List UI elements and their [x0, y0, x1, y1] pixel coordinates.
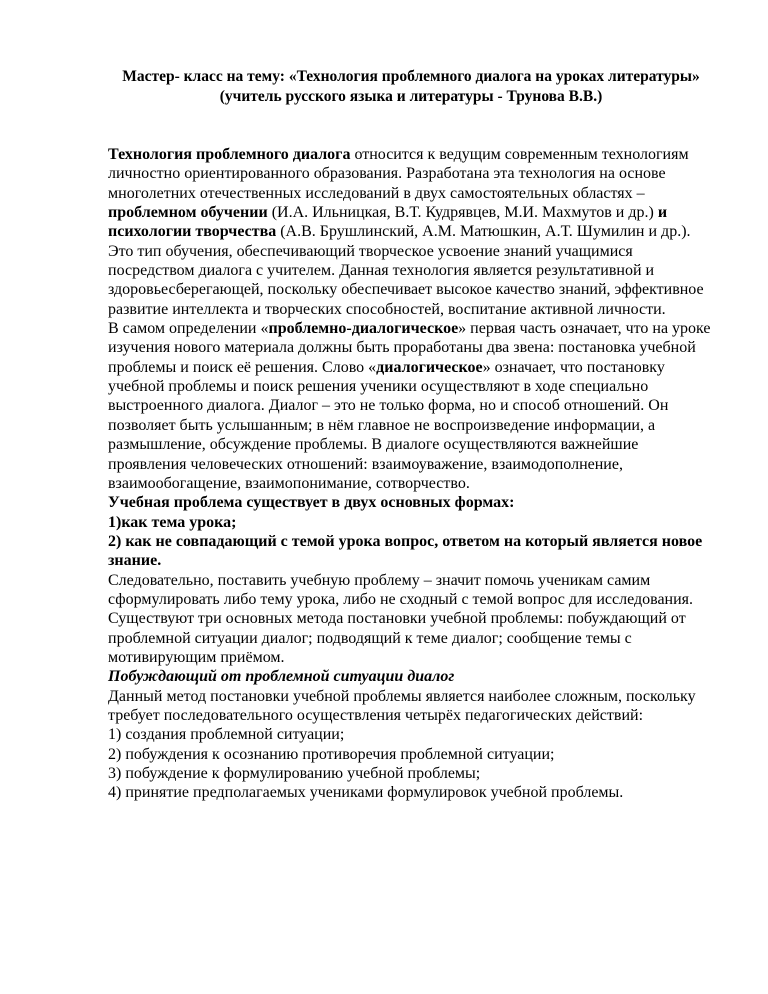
title-line-1: Мастер- класс на тему: «Технология проблемного диалога на уроках литературы» — [122, 68, 700, 85]
title-line-2: (учитель русского языка и литературы - Трунова В.В.) — [219, 88, 603, 105]
document-title — [108, 67, 714, 107]
text-run: » означает, что постановку учебной проблемы и поиск решения ученики осуществляют в ходе специально выстроенного диалога. Диалог – это не только форма, но и способ отношений. Он позволяет быть услышанным; в нём главное не воспроизведение информации, а размышление, обсуждение проблемы. В диалоге осуществляются важнейшие проявления человеческих отношений: взаимоуважение, взаимодополнение, взаимообогащение, взаимопонимание, сотворчество. — [108, 358, 669, 492]
term-problem-learning: проблемном обучении — [108, 204, 268, 222]
paragraph-definition — [108, 319, 720, 493]
list-item-form-2: 2) как не совпадающий с темой урока вопрос, ответом на который является новое знание. — [108, 532, 703, 570]
text-run: (И.А. Ильницкая, В.Т. Кудрявцев, М.И. Махмутов и др.) — [267, 204, 658, 222]
list-item-step-3: 3) побуждение к формулированию учебной проблемы; — [108, 765, 481, 782]
section-heading: Побуждающий от проблемной ситуации диалог — [108, 668, 455, 686]
text-run: В самом определении « — [108, 320, 269, 338]
list-item-form-1: 1)как тема урока; — [108, 513, 237, 531]
heading-problem-forms: Учебная проблема существует в двух основных формах: — [108, 494, 515, 512]
list-item-step-2: 2) побуждения к осознанию противоречия проблемной ситуации; — [108, 745, 555, 763]
term-dialogic: диалогическое — [376, 358, 483, 376]
text-run: относится к ведущим современным технологиям личностно ориентированного образования. Разработана эта технология на основе многолетних отечественных исследований в двух самостоятельных областях – — [108, 146, 689, 202]
text-run: » первая часть означает, что на уроке изучения нового материала должны быть проработаны два звена: постановка учебной проблемы и поиск её решения. Слово « — [108, 320, 711, 376]
document-body — [108, 145, 720, 803]
list-item-step-1: 1) создания проблемной ситуации; — [108, 726, 345, 744]
paragraph-method-description: Данный метод постановки учебной проблемы является наиболее сложным, поскольку требует последовательного осуществления четырёх педагогических действий: — [108, 687, 696, 724]
paragraph-learning-type: Это тип обучения, обеспечивающий творческое усвоение знаний учащимися посредством диалога с учителем. Данная технология является результативной и здоровьесберегающей, поскольку обеспечивает высокое качество знаний, эффективное развитие интеллекта и творческих способностей, воспитание активной личности. — [108, 242, 704, 318]
paragraph-intro — [108, 145, 720, 242]
term-problem-dialogic: проблемно-диалогическое — [268, 320, 459, 338]
text-run: (А.В. Брушлинский, А.М. Матюшкин, А.Т. Шумилин и др.). — [276, 223, 691, 241]
term-problem-dialogue: Технология проблемного диалога — [108, 146, 351, 163]
term-creativity-psychology: и психологии творчества — [108, 204, 668, 241]
paragraph-methods: Существуют три основных метода постановки учебной проблемы: побуждающий от проблемной ситуации диалог; подводящий к теме диалог; сообщение темы с мотивирующим приёмом. — [108, 610, 686, 666]
paragraph-consequently: Следовательно, поставить учебную проблему – значит помочь ученикам самим сформулировать либо тему урока, либо не сходный с темой вопрос для исследования. — [108, 571, 694, 608]
list-item-step-4: 4) принятие предполагаемых учениками формулировок учебной проблемы. — [108, 784, 624, 802]
